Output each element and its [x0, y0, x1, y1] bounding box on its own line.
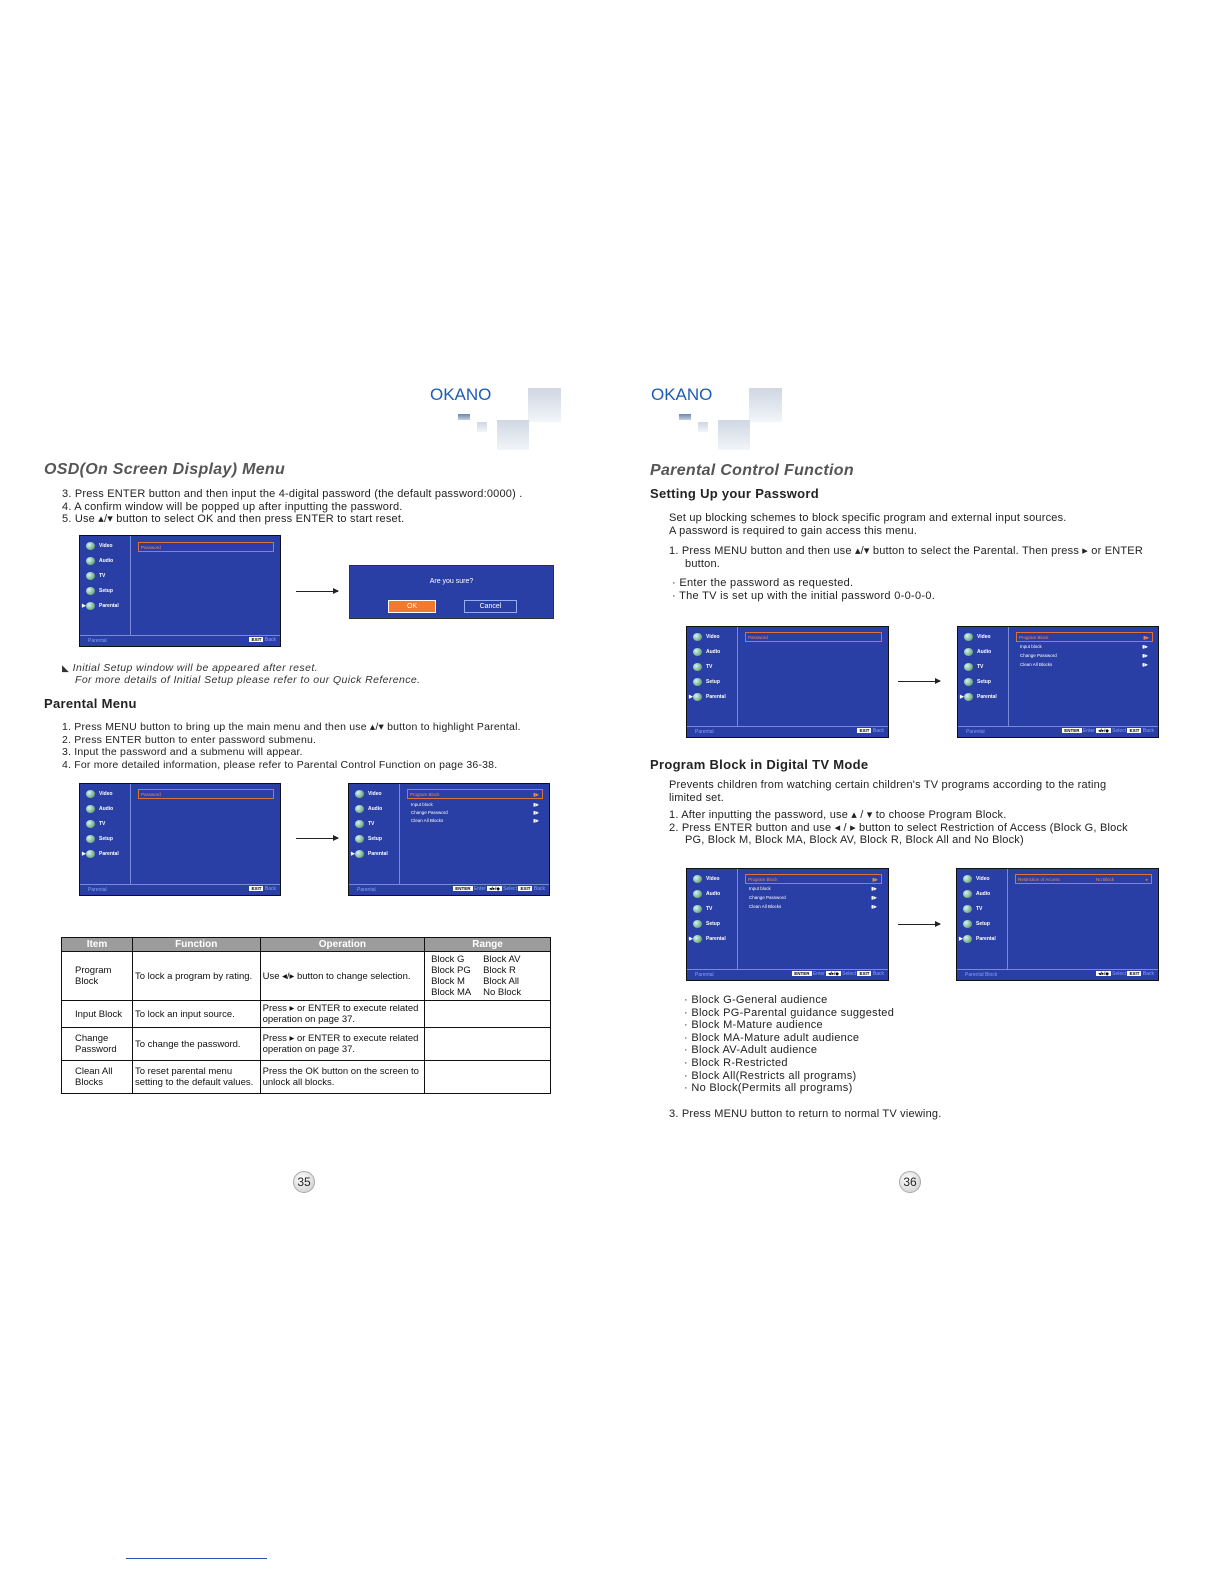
- setup-icon: [964, 678, 973, 686]
- video-icon: [963, 875, 972, 883]
- video-icon: [86, 790, 95, 798]
- table-row: Change Password To change the password. Press ▸ or ENTER to execute related operation on page 37.: [62, 1028, 551, 1061]
- table-header: Range: [425, 938, 551, 952]
- page-title-parental: Parental Control Function: [650, 462, 854, 479]
- flow-arrow: [296, 838, 338, 839]
- program-block-steps: 1. After inputting the password, use ▴ / ▾ to choose Program Block. 2. Press ENTER button and use ◂ / ▸ button to select Restriction of Access (Block G, Block PG, Block M, Block MA, Block AV, Block R, Block All and No Block): [669, 809, 1128, 846]
- audio-icon: [86, 557, 95, 565]
- video-icon: [693, 633, 702, 641]
- tv-icon: [963, 905, 972, 913]
- note-arrow-icon: ◣: [62, 663, 70, 673]
- audio-icon: [693, 648, 702, 656]
- video-icon: [355, 790, 364, 798]
- setup-icon: [693, 678, 702, 686]
- parental-icon: [86, 602, 95, 610]
- setup-step-1: 1. Press MENU button and then use ▴/▾ button to select the Parental. Then press ▸ or ENTER button.: [669, 545, 1143, 570]
- setup-icon: [86, 587, 95, 595]
- tv-screen-submenu-3: Video Audio TV Setup ▶ Parental Program Block ▮▶ Input block ▮▶ Change Password ▮▶ Clean All Blocks ▮▶ Parental ENTER Enter ◂/▸/◆ Select EXIT Back: [686, 868, 889, 981]
- audio-icon: [693, 890, 702, 898]
- setup-icon: [963, 920, 972, 928]
- audio-icon: [86, 805, 95, 813]
- steps-b: 1. Press MENU button to bring up the main menu and then use ▴/▾ button to highlight Parental. 2. Press ENTER button to enter password submenu. 3. Input the password and a submenu will appear. 4. For more detailed information, please refer to Parental Control Function on page 36-38.: [62, 721, 521, 771]
- logo-decoration-right: [676, 388, 786, 450]
- setup-intro: Set up blocking schemes to block specific program and external input sources. A password is required to gain access this menu.: [669, 512, 1067, 537]
- table-header: Function: [132, 938, 260, 952]
- tv-screen-password-3: Video Audio TV Setup ▶ Parental Password Parental EXIT Back: [686, 626, 889, 738]
- dialog-question: Are you sure?: [429, 578, 474, 585]
- parental-function-table: [61, 937, 551, 1094]
- tv-icon: [86, 820, 95, 828]
- table-row: Clean All Blocks To reset parental menu setting to the default values. Press the OK button on the screen to unlock all blocks.: [62, 1061, 551, 1094]
- footer-rule: [126, 1558, 267, 1559]
- tv-screen-password-2: Video Audio TV Setup ▶ Parental Password Parental EXIT Back: [79, 783, 281, 896]
- tv-screen-password-1: Video Audio TV Setup ▶ Parental Password Parental EXIT Back: [79, 535, 281, 647]
- parental-icon: [963, 935, 972, 943]
- tv-icon: [355, 820, 364, 828]
- table-row: Input Block To lock an input source. Press ▸ or ENTER to execute related operation on page 37.: [62, 1001, 551, 1028]
- cancel-button[interactable]: Cancel: [464, 600, 517, 613]
- confirm-dialog: [349, 565, 554, 619]
- parental-icon: [964, 693, 973, 701]
- tv-icon: [693, 905, 702, 913]
- tv-icon: [86, 572, 95, 580]
- flow-arrow: [898, 681, 940, 682]
- tv-screen-submenu-2: Video Audio TV Setup ▶ Parental Program Block ▮▶ Input block ▮▶ Change Password ▮▶ Clean All Blocks ▮▶ Parental ENTER Enter ◂/▸/◆ Select EXIT Back: [957, 626, 1159, 738]
- tv-icon: [964, 663, 973, 671]
- setup-password-title: Setting Up your Password: [650, 486, 820, 501]
- return-step: 3. Press MENU button to return to normal TV viewing.: [669, 1108, 942, 1120]
- setup-icon: [693, 920, 702, 928]
- brand-logo-right: OKANO: [651, 385, 713, 404]
- page-number-left: 35: [293, 1171, 315, 1193]
- parental-icon: [355, 850, 364, 858]
- parental-icon: [693, 935, 702, 943]
- audio-icon: [964, 648, 973, 656]
- program-block-intro: Prevents children from watching certain children's TV programs according to the rating limited set.: [669, 779, 1107, 804]
- setup-icon: [86, 835, 95, 843]
- audio-icon: [963, 890, 972, 898]
- table-header: Operation: [260, 938, 425, 952]
- tv-screen-submenu-1: Video Audio TV Setup ▶ Parental Program Block ▮▶ Input block ▮▶ Change Password ▮▶ Clean All Blocks ▮▶ Parental ENTER Enter ◂/▸/◆ Select EXIT Back: [348, 783, 550, 896]
- parental-icon: [86, 850, 95, 858]
- program-block-title: Program Block in Digital TV Mode: [650, 757, 869, 772]
- steps-a: 3. Press ENTER button and then input the 4-digital password (the default password:0000) . 4. A confirm window will be popped up after inputting the password. 5. Use ▴/▾ button to select OK and then press ENTER to start reset.: [62, 488, 523, 525]
- flow-arrow: [898, 924, 940, 925]
- setup-bullets: · Enter the password as requested. · The TV is set up with the initial password 0-0-0-0.: [672, 577, 935, 602]
- table-header: Item: [62, 938, 133, 952]
- page-number-right: 36: [899, 1171, 921, 1193]
- video-icon: [693, 875, 702, 883]
- flow-arrow: [296, 591, 338, 592]
- parental-icon: [693, 693, 702, 701]
- parental-menu-title: Parental Menu: [44, 696, 137, 711]
- audio-icon: [355, 805, 364, 813]
- logo-decoration-left: [455, 388, 565, 450]
- tv-screen-restriction: Video Audio TV Setup ▶ Parental Restriction of Access No Block ▸ Parental Block ◂/▸/◆ Select EXIT Back: [956, 868, 1159, 981]
- video-icon: [86, 542, 95, 550]
- setup-icon: [355, 835, 364, 843]
- rating-bullets: · Block G-General audience · Block PG-Parental guidance suggested · Block M-Mature audience · Block MA-Mature adult audience · Block AV-Adult audience · Block R-Restricted · Block All(Restricts all programs) · No Block(Permits all programs): [684, 994, 894, 1095]
- tv-icon: [693, 663, 702, 671]
- brand-logo-left: OKANO: [430, 385, 492, 404]
- ok-button[interactable]: OK: [388, 600, 436, 613]
- reset-note: ◣ Initial Setup window will be appeared after reset. For more details of Initial Setup please refer to our Quick Reference.: [62, 662, 421, 686]
- page-title-osd: OSD(On Screen Display) Menu: [44, 461, 286, 478]
- table-row: Program Block To lock a program by rating. Use ◂/▸ button to change selection. Block G Block AV Block PG Block R Block M Block All Block MA No Block: [62, 952, 551, 1001]
- video-icon: [964, 633, 973, 641]
